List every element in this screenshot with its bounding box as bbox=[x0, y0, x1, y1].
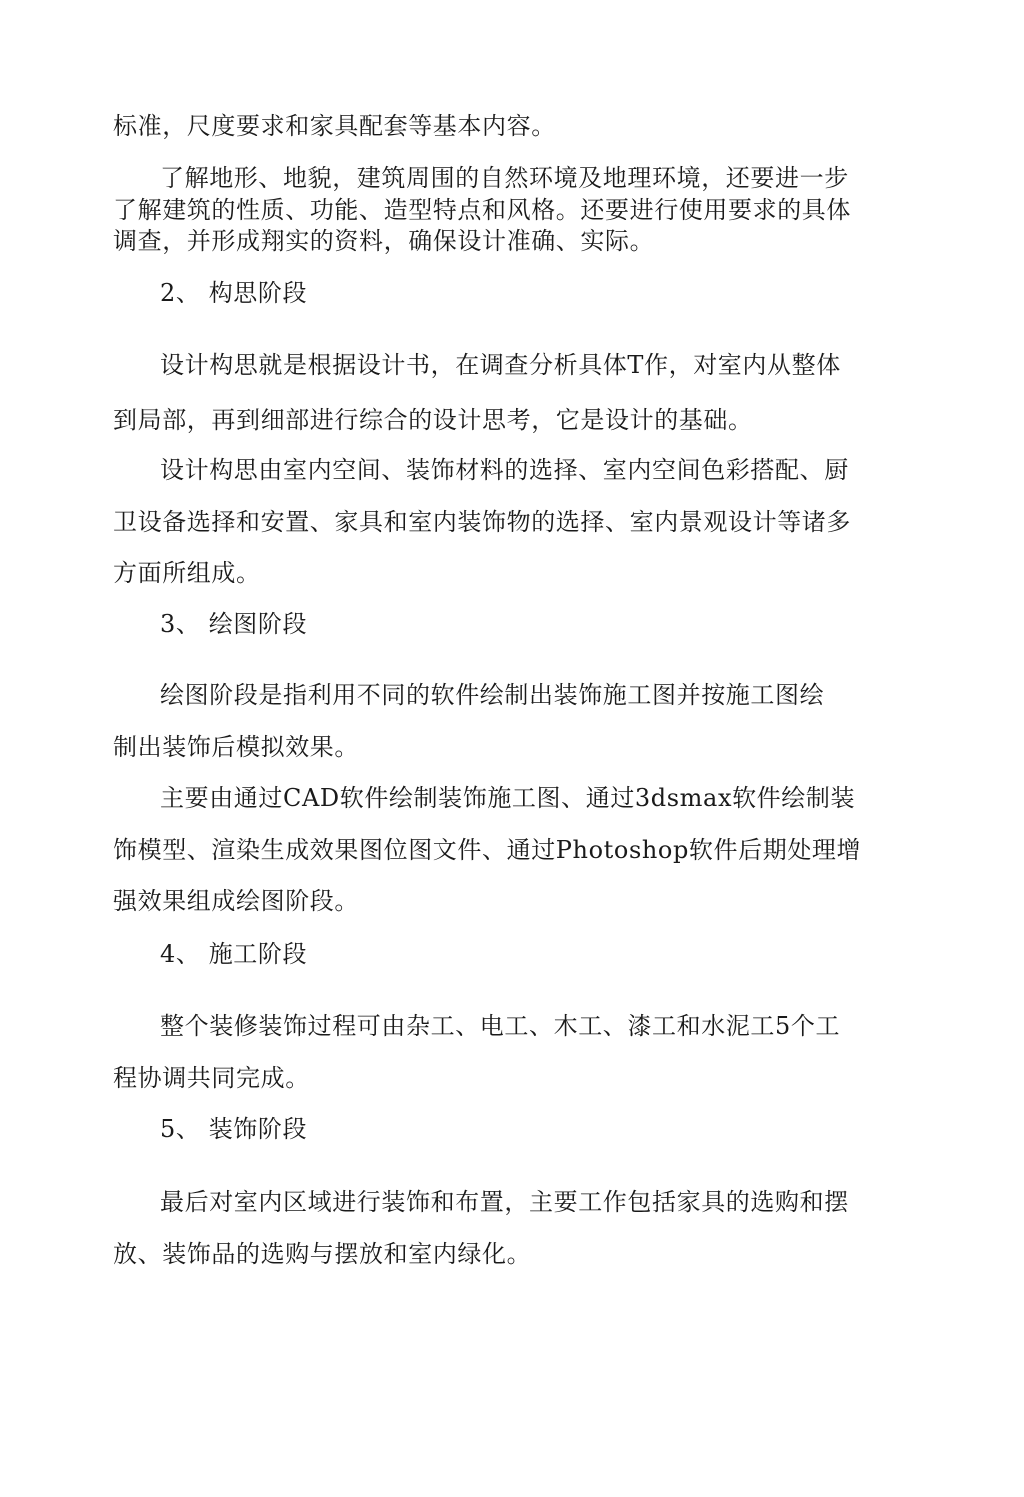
body-text-line: 放、装饰品的选购与摆放和室内绿化。 bbox=[113, 1240, 532, 1268]
section-heading: 4、 施工阶段 bbox=[160, 940, 308, 968]
body-text-line: 饰模型、渲染生成效果图位图文件、通过Photoshop软件后期处理增 bbox=[113, 836, 862, 864]
body-text-line: 程协调共同完成。 bbox=[113, 1064, 310, 1092]
body-text-line: 设计构思由室内空间、装饰材料的选择、室内空间色彩搭配、厨 bbox=[160, 456, 849, 484]
section-heading: 2、 构思阶段 bbox=[160, 279, 308, 307]
body-text-line: 最后对室内区域进行装饰和布置，主要工作包括家具的选购和摆 bbox=[160, 1188, 849, 1216]
body-text-line: 设计构思就是根据设计书，在调查分析具体T作，对室内从整体 bbox=[160, 351, 841, 379]
body-text-line: 主要由通过CAD软件绘制装饰施工图、通过3dsmax软件绘制装 bbox=[160, 784, 856, 812]
body-text-line: 强效果组成绘图阶段。 bbox=[113, 887, 359, 915]
body-text-line: 到局部，再到细部进行综合的设计思考，它是设计的基础。 bbox=[113, 406, 753, 434]
body-text-line: 了解建筑的性质、功能、造型特点和风格。还要进行使用要求的具体 bbox=[113, 196, 851, 224]
body-text-line: 制出装饰后模拟效果。 bbox=[113, 733, 359, 761]
body-text-line: 标准，尺度要求和家具配套等基本内容。 bbox=[113, 112, 556, 140]
body-text-line: 整个装修装饰过程可由杂工、电工、木工、漆工和水泥工5个工 bbox=[160, 1012, 841, 1040]
body-text-line: 调查，并形成翔实的资料，确保设计准确、实际。 bbox=[113, 227, 655, 255]
body-text-line: 方面所组成。 bbox=[113, 559, 261, 587]
body-text-line: 卫设备选择和安置、家具和室内装饰物的选择、室内景观设计等诸多 bbox=[113, 508, 851, 536]
body-text-line: 绘图阶段是指利用不同的软件绘制出装饰施工图并按施工图绘 bbox=[160, 681, 825, 709]
body-text-line: 了解地形、地貌，建筑周围的自然环境及地理环境，还要进一步 bbox=[160, 164, 849, 192]
section-heading: 3、 绘图阶段 bbox=[160, 610, 308, 638]
section-heading: 5、 装饰阶段 bbox=[160, 1115, 308, 1143]
